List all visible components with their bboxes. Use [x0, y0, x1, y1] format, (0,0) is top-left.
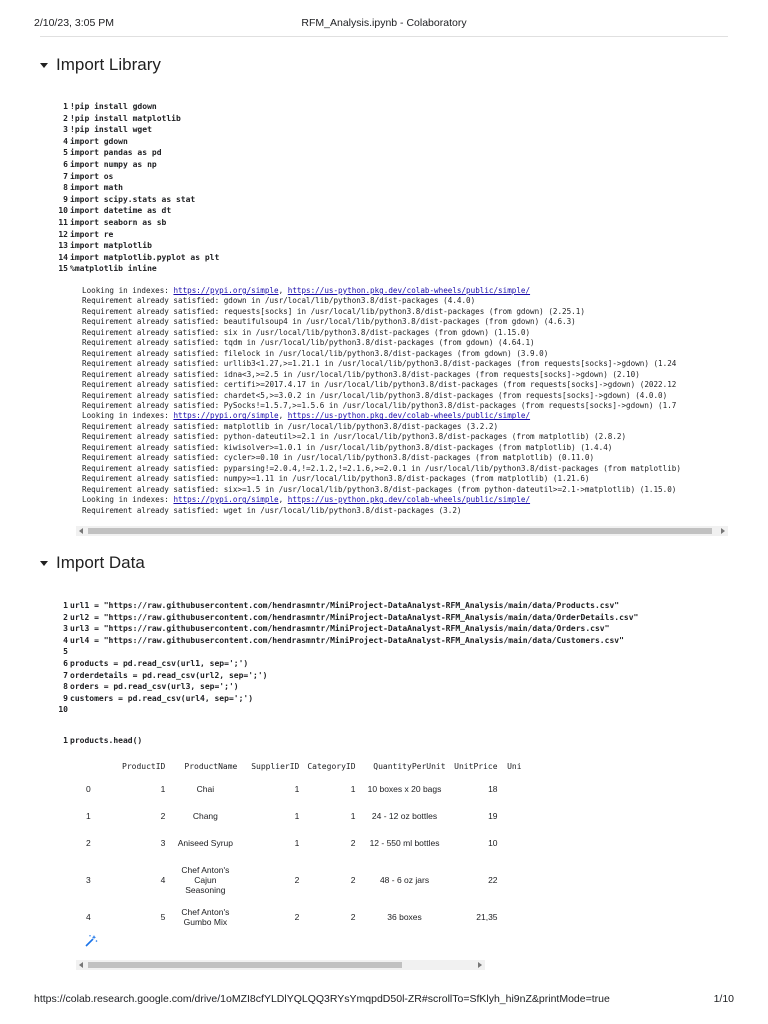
- table-cell: 2: [294, 875, 300, 885]
- section-title: Import Library: [56, 55, 161, 74]
- code-text: import matplotlib: [70, 241, 152, 251]
- code-text: products = pd.read_csv(url1, sep=';'): [70, 658, 249, 668]
- output-line: [82, 296, 728, 306]
- column-header: SupplierID: [251, 761, 300, 771]
- output-text: Requirement already satisfied: numpy>=1.11 in /usr/local/lib/python3.8/dist-packages (from matplotlib) (1.21.6): [82, 474, 590, 484]
- output-text: Requirement already satisfied: filelock in /usr/local/lib/python3.8/dist-packages (from gdown) (3.9.0): [82, 348, 549, 358]
- line-number: 1: [63, 736, 68, 745]
- table-cell: 5: [160, 912, 166, 922]
- line-number: 5: [63, 647, 68, 657]
- print-datetime: 2/10/23, 3:05 PM: [34, 17, 114, 29]
- section-import-library[interactable]: [40, 55, 161, 75]
- column-header: [82, 758, 118, 774]
- table-cell: 1: [160, 784, 166, 794]
- table-cell: 2: [294, 912, 300, 922]
- row-index: 3: [86, 875, 91, 885]
- line-number: 5: [63, 148, 68, 158]
- line-number: 6: [63, 658, 68, 668]
- output-text: Requirement already satisfied: python-dateutil>=2.1 in /usr/local/lib/python3.8/dist-packages (from matplotlib) (2.8.2): [82, 432, 627, 442]
- table-cell: 1: [350, 811, 356, 821]
- table-cell: 2: [350, 912, 356, 922]
- output-text: Looking in indexes:: [82, 286, 174, 295]
- output-text: Requirement already satisfied: six in /usr/local/lib/python3.8/dist-packages (from gdown) (1.15.0): [82, 327, 531, 337]
- section-title: Import Data: [56, 553, 145, 572]
- scrollbar-thumb[interactable]: [88, 962, 402, 968]
- line-number: 9: [63, 194, 68, 204]
- output-line: [82, 495, 728, 505]
- table-cell: 21,35: [476, 912, 498, 922]
- output-text: Requirement already satisfied: urllib3<1.27,>=1.21.1 in /usr/local/lib/python3.8/dist-packages (from requests[socks]->gdown) (1.24: [82, 359, 677, 369]
- table-cell: 10: [488, 838, 498, 848]
- output-line: [82, 443, 728, 453]
- scrollbar-thumb[interactable]: [88, 528, 712, 534]
- table-cell: 22: [488, 875, 498, 885]
- code-line: [58, 194, 219, 206]
- code-text: url4 = "https://raw.githubusercontent.com/hendrasmntr/MiniProject-DataAnalyst-RFM_Analysis/main/data/Customers.csv": [70, 635, 624, 645]
- line-number: 6: [63, 159, 68, 169]
- code-text: products.head(): [70, 736, 143, 745]
- table-cell: 2: [350, 838, 356, 848]
- table-cell: 19: [488, 811, 498, 821]
- line-number: 7: [63, 171, 68, 181]
- column-header: ProductName: [184, 761, 238, 771]
- code-text: import numpy as np: [70, 159, 157, 169]
- output-line: [82, 349, 728, 359]
- code-cell-import-data[interactable]: [58, 600, 638, 716]
- output-text: Requirement already satisfied: idna<3,>=2.5 in /usr/local/lib/python3.8/dist-packages (from requests[socks]->gdown) (2.10): [82, 369, 640, 379]
- code-line: [58, 113, 219, 125]
- table-cell: 10 boxes x 20 bags: [367, 784, 442, 794]
- output-line: [82, 453, 728, 463]
- code-line: [58, 600, 638, 612]
- output-line: [82, 307, 728, 317]
- code-text: url3 = "https://raw.githubusercontent.com/hendrasmntr/MiniProject-DataAnalyst-RFM_Analysis/main/data/Orders.csv": [70, 624, 610, 634]
- code-text: import re: [70, 229, 114, 239]
- column-header: CategoryID: [307, 761, 356, 771]
- code-line: [58, 252, 219, 264]
- table-row: [82, 774, 526, 804]
- code-text: url2 = "https://raw.githubusercontent.com/hendrasmntr/MiniProject-DataAnalyst-RFM_Analysis/main/data/OrderDetails.csv": [70, 612, 639, 622]
- code-line: [58, 240, 219, 252]
- header-divider: [40, 36, 728, 37]
- code-line: [58, 704, 638, 716]
- products-dataframe: [82, 758, 526, 932]
- output-text: Requirement already satisfied: chardet<5,>=3.0.2 in /usr/local/lib/python3.8/dist-packages (from requests[socks]->gdown) (4.0.0): [82, 390, 668, 400]
- table-cell: 36 boxes: [387, 912, 422, 922]
- section-import-data[interactable]: [40, 553, 145, 573]
- code-text: orderdetails = pd.read_csv(url2, sep=';'): [70, 670, 268, 680]
- output-text: Requirement already satisfied: kiwisolver>=1.0.1 in /usr/local/lib/python3.8/dist-packages (from matplotlib) (1.4.4): [82, 442, 613, 452]
- index-link[interactable]: https://pypi.org/simple: [173, 286, 279, 295]
- index-link[interactable]: https://pypi.org/simple: [173, 495, 279, 505]
- output-text: Looking in indexes:: [82, 495, 174, 505]
- table-cell: 1: [294, 784, 300, 794]
- output-text: ,: [278, 495, 288, 505]
- code-line: [58, 693, 638, 705]
- table-cell: 2: [160, 811, 166, 821]
- line-number: 1: [63, 102, 68, 111]
- magic-wand-icon[interactable]: [84, 934, 98, 948]
- code-line: [58, 124, 219, 136]
- code-line: [58, 646, 638, 658]
- row-index: 2: [86, 838, 91, 848]
- code-line: [58, 263, 219, 275]
- output-text: Requirement already satisfied: requests[socks] in /usr/local/lib/python3.8/dist-packages (from gdown) (2.25.1): [82, 306, 585, 316]
- code-text: import seaborn as sb: [70, 217, 167, 227]
- code-line: [58, 229, 219, 241]
- collapse-caret-icon[interactable]: [40, 63, 48, 68]
- output-line: [82, 474, 728, 484]
- code-line: [58, 136, 219, 148]
- table-cell: [502, 828, 526, 858]
- table-cell: 1: [294, 838, 300, 848]
- collapse-caret-icon[interactable]: [40, 561, 48, 566]
- output-line: [82, 485, 728, 495]
- code-text: orders = pd.read_csv(url3, sep=';'): [70, 682, 239, 692]
- output-text: Requirement already satisfied: tqdm in /usr/local/lib/python3.8/dist-packages (from gdown) (4.64.1): [82, 338, 535, 348]
- output-line: [82, 338, 728, 348]
- line-number: 11: [58, 217, 68, 227]
- code-line: [58, 612, 638, 624]
- code-text: import pandas as pd: [70, 148, 162, 158]
- code-line: [58, 658, 638, 670]
- table-cell: 3: [160, 838, 166, 848]
- output-text: Requirement already satisfied: beautifulsoup4 in /usr/local/lib/python3.8/dist-packages (from gdown) (4.6.3): [82, 317, 576, 327]
- table-cell: Chef Anton's Cajun Seasoning: [181, 865, 230, 895]
- output-text: Requirement already satisfied: wget in /usr/local/lib/python3.8/dist-packages (3.2): [82, 505, 462, 515]
- code-text: url1 = "https://raw.githubusercontent.com/hendrasmntr/MiniProject-DataAnalyst-RFM_Analysis/main/data/Products.csv": [70, 601, 620, 610]
- code-line: [58, 159, 219, 171]
- code-text: import scipy.stats as stat: [70, 194, 196, 204]
- scroll-left-icon[interactable]: [79, 528, 83, 534]
- output-text: Looking in indexes:: [82, 411, 174, 421]
- table-cell: [502, 804, 526, 828]
- output-text: ,: [278, 411, 288, 421]
- code-line: [58, 101, 219, 113]
- table-cell: [502, 858, 526, 902]
- code-line: [58, 635, 638, 647]
- code-line: [58, 182, 219, 194]
- code-cell-products-head[interactable]: [58, 735, 142, 747]
- scroll-left-icon[interactable]: [79, 962, 83, 968]
- output-line: [82, 317, 728, 327]
- code-text: !pip install wget: [70, 125, 152, 135]
- table-cell: 4: [160, 875, 166, 885]
- table-cell: [502, 902, 526, 932]
- line-number: 1: [63, 601, 68, 610]
- line-number: 10: [58, 705, 68, 715]
- table-cell: [502, 774, 526, 804]
- output-line: [82, 391, 728, 401]
- code-text: import gdown: [70, 136, 128, 146]
- output-text: Requirement already satisfied: gdown in /usr/local/lib/python3.8/dist-packages (4.4.0): [82, 296, 476, 306]
- output-text: Requirement already satisfied: matplotlib in /usr/local/lib/python3.8/dist-packages (3.2.2): [82, 421, 499, 431]
- line-number: 3: [63, 125, 68, 135]
- table-cell: 1: [350, 784, 356, 794]
- line-number: 3: [63, 624, 68, 634]
- scroll-right-icon[interactable]: [721, 528, 725, 534]
- output-text: Requirement already satisfied: pyparsing!=2.0.4,!=2.1.2,!=2.1.6,>=2.0.1 in /usr/local/lib/python3.8/dist-packages (from matplotlib): [82, 463, 681, 473]
- output-text: Requirement already satisfied: PySocks!=1.5.7,>=1.5.6 in /usr/local/lib/python3.8/dist-packages (from requests[socks]->gdown) (1.7: [82, 400, 677, 410]
- output-line: [82, 359, 728, 369]
- code-cell-import-library[interactable]: [58, 101, 219, 275]
- page-title: RFM_Analysis.ipynb - Colaboratory: [301, 17, 467, 29]
- table-cell: 2: [350, 875, 356, 885]
- output-line: [82, 401, 728, 411]
- row-index: 0: [86, 784, 91, 794]
- table-cell: 12 - 550 ml bottles: [369, 838, 440, 848]
- table-header-row: [82, 758, 526, 774]
- code-text: import math: [70, 183, 123, 193]
- output-line: [82, 432, 728, 442]
- table-row: [82, 828, 526, 858]
- line-number: 12: [58, 229, 68, 239]
- output-text: Requirement already satisfied: certifi>=2017.4.17 in /usr/local/lib/python3.8/dist-packages (from requests[socks]->gdown) (2022.12: [82, 380, 677, 390]
- line-number: 10: [58, 206, 68, 216]
- output-line: [82, 286, 728, 296]
- line-number: 4: [63, 635, 68, 645]
- code-text: import matplotlib.pyplot as plt: [70, 252, 220, 262]
- output-line: [82, 328, 728, 338]
- code-line: [58, 670, 638, 682]
- line-number: 8: [63, 183, 68, 193]
- line-number: 2: [63, 612, 68, 622]
- table-cell: 18: [488, 784, 498, 794]
- code-text: import os: [70, 171, 114, 181]
- output-horizontal-scrollbar[interactable]: [76, 526, 728, 536]
- column-header: UnitPrice: [454, 761, 498, 771]
- cell-output-pip: [82, 286, 728, 516]
- code-text: customers = pd.read_csv(url4, sep=';'): [70, 693, 254, 703]
- code-text: !pip install matplotlib: [70, 113, 181, 123]
- code-line: [58, 217, 219, 229]
- line-number: 13: [58, 241, 68, 251]
- output-line: [82, 506, 728, 516]
- scroll-right-icon[interactable]: [478, 962, 482, 968]
- output-text: Requirement already satisfied: six>=1.5 in /usr/local/lib/python3.8/dist-packages (from python-dateutil>=2.1->matplotlib) (1.15.0): [82, 484, 677, 494]
- output-line: [82, 380, 728, 390]
- column-header: Uni: [507, 761, 522, 771]
- page-number: 1/10: [713, 993, 734, 1005]
- line-number: 9: [63, 693, 68, 703]
- output-line: [82, 464, 728, 474]
- row-index: 4: [86, 912, 91, 922]
- code-text: import datetime as dt: [70, 206, 172, 216]
- code-line: [58, 147, 219, 159]
- column-header: ProductID: [122, 761, 166, 771]
- table-row: [82, 902, 526, 932]
- line-number: 14: [58, 252, 68, 262]
- index-link[interactable]: https://us-python.pkg.dev/colab-wheels/public/simple/: [287, 286, 531, 295]
- table-horizontal-scrollbar[interactable]: [76, 960, 485, 970]
- row-index: 1: [86, 811, 91, 821]
- output-line: [82, 422, 728, 432]
- table-row: [82, 804, 526, 828]
- column-header: QuantityPerUnit: [373, 761, 446, 771]
- table-cell: 48 - 6 oz jars: [379, 875, 430, 885]
- index-link[interactable]: https://us-python.pkg.dev/colab-wheels/public/simple/: [287, 495, 531, 505]
- line-number: 7: [63, 670, 68, 680]
- table-cell: 24 - 12 oz bottles: [371, 811, 438, 821]
- table-row: [82, 858, 526, 902]
- output-text: ,: [278, 286, 288, 295]
- index-link[interactable]: https://pypi.org/simple: [173, 411, 279, 421]
- code-line: [58, 623, 638, 635]
- line-number: 8: [63, 682, 68, 692]
- table-cell: Chang: [192, 811, 218, 821]
- line-number: 2: [63, 113, 68, 123]
- table-cell: Chai: [196, 784, 215, 794]
- table-cell: Aniseed Syrup: [177, 838, 233, 848]
- index-link[interactable]: https://us-python.pkg.dev/colab-wheels/public/simple/: [287, 411, 531, 421]
- line-number: 4: [63, 136, 68, 146]
- table-cell: Chef Anton's Gumbo Mix: [181, 907, 230, 927]
- code-line: [58, 681, 638, 693]
- line-number: 15: [58, 264, 68, 274]
- code-line: [58, 171, 219, 183]
- output-text: Requirement already satisfied: cycler>=0.10 in /usr/local/lib/python3.8/dist-packages (from matplotlib) (0.11.0): [82, 453, 595, 463]
- code-line: [58, 205, 219, 217]
- output-line: [82, 411, 728, 421]
- page-url: https://colab.research.google.com/drive/1oMZI8cfYLDlYQLQQ3RYsYmqpdD50l-ZR#scrollTo=SfKlyh_hi9nZ&printMode=true: [34, 993, 610, 1005]
- output-line: [82, 370, 728, 380]
- code-text: %matplotlib inline: [70, 264, 157, 274]
- code-text: !pip install gdown: [70, 102, 157, 111]
- table-cell: 1: [294, 811, 300, 821]
- code-line: [58, 735, 142, 747]
